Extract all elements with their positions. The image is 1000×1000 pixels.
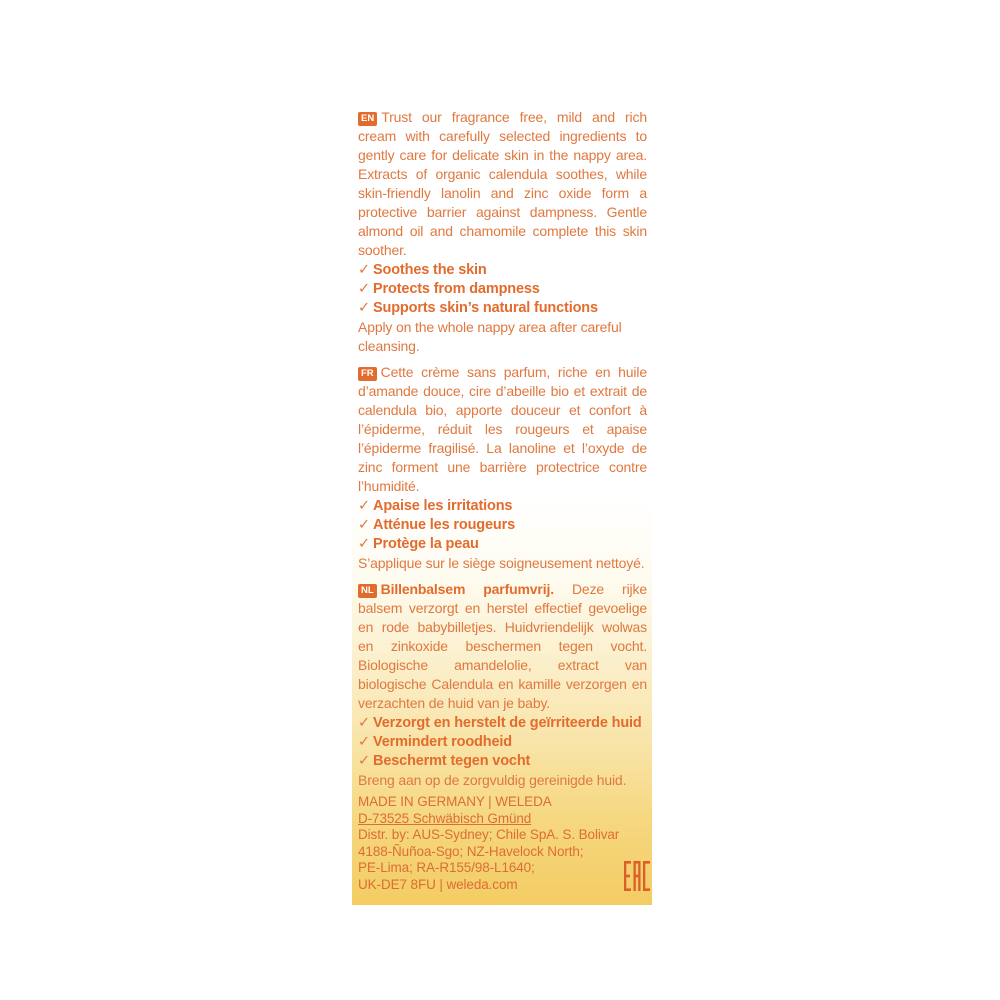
benefit-label: Verzorgt en herstelt de geïrriteerde huid (373, 715, 642, 731)
fr-description (358, 363, 647, 496)
checkmark-icon: ✓ (358, 300, 370, 316)
en-benefits-list (358, 261, 647, 318)
benefit-label: Protège la peau (373, 536, 479, 552)
manufacturer-block (358, 794, 647, 893)
benefit-label: Soothes the skin (373, 262, 487, 278)
nl-product-name: Billenbalsem parfumvrij. (380, 581, 554, 597)
en-description-text: Trust our fragrance free, mild and rich cream with carefully selected ingredients to gently care for delicate skin in the nappy area. Extracts of organic calendula soothes, while skin-friendly lanolin and zinc oxide form a protective barrier against dampness. Gentle almond oil and chamomile complete this skin soother. (358, 109, 647, 258)
fr-language-badge: FR (358, 367, 377, 381)
benefit-item (358, 535, 647, 554)
benefit-item (358, 714, 647, 733)
benefit-item (358, 280, 647, 299)
checkmark-icon: ✓ (358, 281, 370, 297)
benefit-item (358, 516, 647, 535)
checkmark-icon: ✓ (358, 262, 370, 278)
distributor-line-3: PE-Lima; RA-R155/98-L1640; (358, 860, 535, 875)
product-back-panel (352, 95, 652, 905)
manufacturer-address: D-73525 Schwäbisch Gmünd (358, 810, 532, 826)
en-description (358, 108, 647, 260)
en-usage-note: Apply on the whole nappy area after careful cleansing. (358, 319, 622, 354)
benefit-item (358, 733, 647, 752)
benefit-label: Vermindert roodheid (373, 734, 512, 750)
benefit-label: Apaise les irritations (373, 498, 513, 514)
distributor-line-2: 4188-Ñuñoa-Sgo; NZ-Havelock North; (358, 843, 584, 859)
nl-description (358, 580, 647, 713)
benefit-item (358, 752, 647, 771)
fr-description-text: Cette crème sans parfum, riche en huile d’amande douce, cire d’abeille bio et extrait de calendula bio, apporte douceur et confort à l’épiderme, réduit les rougeurs et apaise l’épiderme fragilisé. La lanoline et l’oxyde de zinc forment une barrière protectrice contre l’humidité. (358, 364, 647, 494)
nl-usage-note: Breng aan op de zorgvuldig gereinigde huid. (358, 772, 627, 788)
checkmark-icon: ✓ (358, 517, 370, 533)
distributor-line-4: UK-DE7 8FU | weleda.com (358, 876, 518, 892)
benefit-label: Supports skin’s natural functions (373, 300, 598, 316)
section-en (358, 108, 647, 356)
eac-mark-icon (624, 861, 650, 891)
nl-language-badge: NL (358, 584, 377, 598)
nl-description-text: Deze rijke balsem verzorgt en herstel effectief gevoelige en rode babybilletjes. Huidvriendelijk wolwas en zinkoxide beschermen tegen vocht. Biologische amandelolie, extract van biologische Calendula en kamille verzorgen en verzachten de huid van je baby. (358, 581, 647, 711)
fr-benefits-list (358, 497, 647, 554)
section-fr (358, 363, 647, 573)
benefit-label: Protects from dampness (373, 281, 540, 297)
en-language-badge: EN (358, 112, 377, 126)
checkmark-icon: ✓ (358, 536, 370, 552)
checkmark-icon: ✓ (358, 753, 370, 769)
benefit-item (358, 497, 647, 516)
benefit-label: Atténue les rougeurs (373, 517, 516, 533)
checkmark-icon: ✓ (358, 498, 370, 514)
fr-usage-note: S’applique sur le siège soigneusement nettoyé. (358, 555, 645, 571)
benefit-label: Beschermt tegen vocht (373, 753, 531, 769)
made-in-line: MADE IN GERMANY | WELEDA (358, 794, 552, 809)
checkmark-icon: ✓ (358, 715, 370, 731)
benefit-item (358, 261, 647, 280)
checkmark-icon: ✓ (358, 734, 370, 750)
distributor-line-1: Distr. by: AUS-Sydney; Chile SpA. S. Bolivar (358, 827, 620, 842)
benefit-item (358, 299, 647, 318)
section-nl (358, 580, 647, 790)
nl-benefits-list (358, 714, 647, 771)
